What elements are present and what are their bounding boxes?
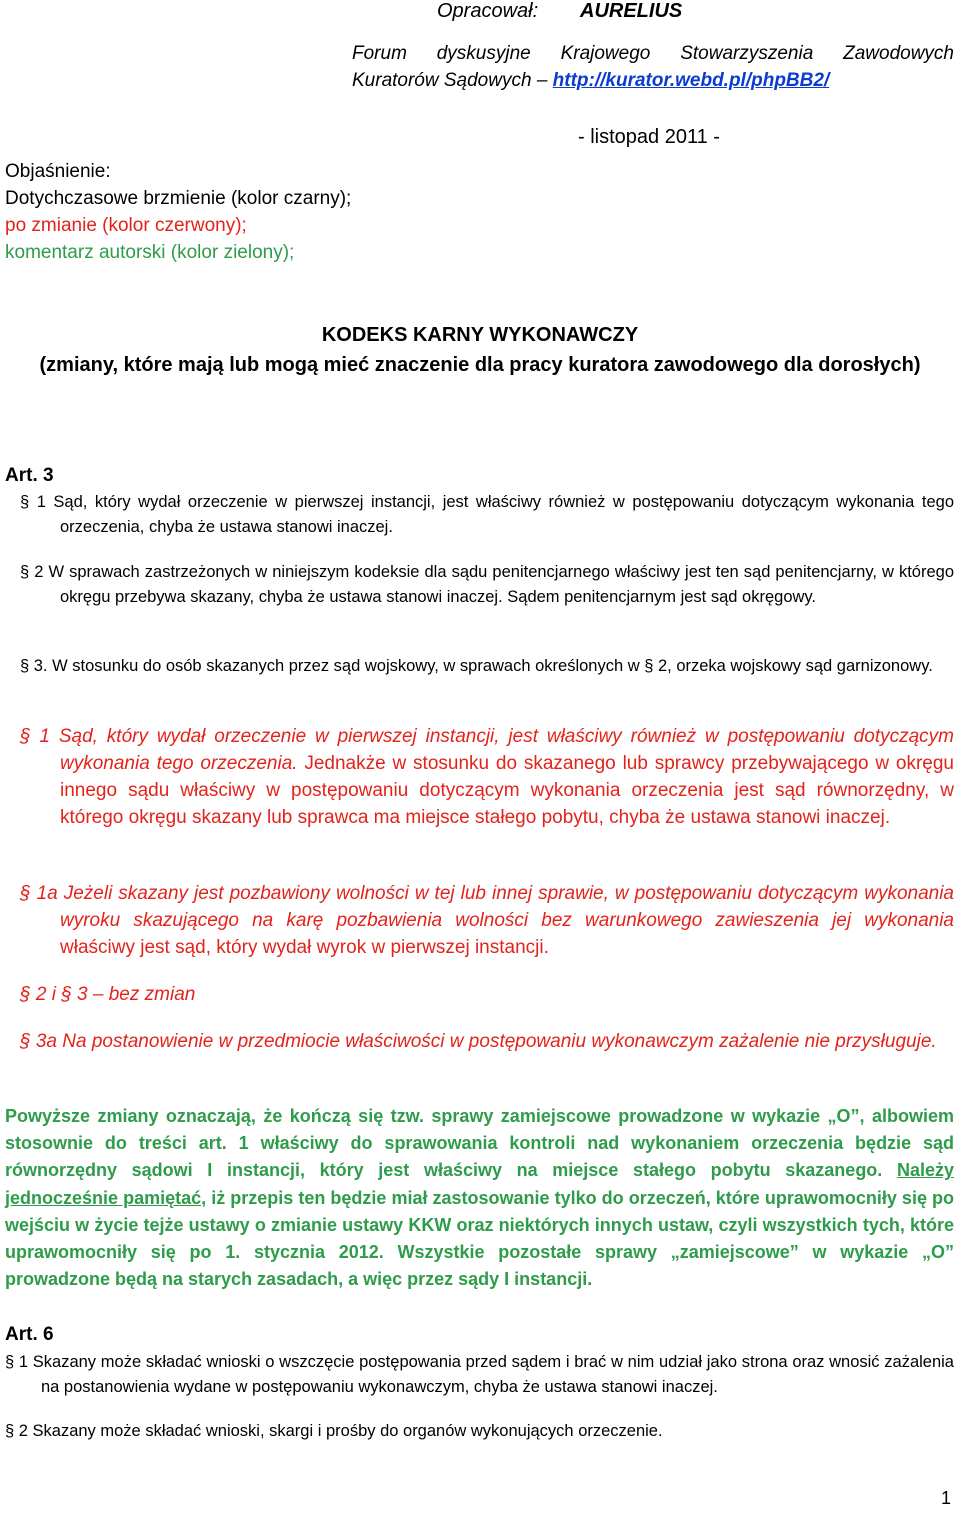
art3-par1: § 1 Sąd, który wydał orzeczenie w pierwszej instancji, jest właściwy również w postępowaniu dotyczącym wykonania tego orzeczenia, chyba że ustawa stanowi inaczej. [20,493,954,536]
forum-info-prefix: Kuratorów Sądowych – [352,70,553,91]
art3-par3: § 3. W stosunku do osób skazanych przez sąd wojskowy, w sprawach określonych w § 2, orzeka wojskowy sąd garnizonowy. [20,657,933,675]
legend-red: po zmianie (kolor czerwony); [5,215,247,236]
author-comment [5,1103,954,1293]
document-title [0,320,960,380]
art3-heading: Art. 3 [5,465,54,486]
art3-new-par3a: § 3a Na postanowienie w przedmiocie właściwości w postępowaniu wykonawczym zażalenie nie przysługuje. [20,1031,937,1052]
art3-new-par1a-b: właściwy jest sąd, który wydał wyrok w pierwszej instancji. [60,937,549,958]
comment-part2: iż przepis ten będzie miał zastosowanie tylko do orzeczeń, które uprawomocniły się po wejściu w życie tejże ustawy o zmianie ustawy KKW oraz niektórych innych ustaw, czyli wszystkich tych, które uprawomocniły się po 1. stycznia 2012. Wszystkie pozostałe sprawy „zamiejscowe” w wykazie „O” prowadzone będą na starych zasadach, a więc przez sądy I instancji. [5,1187,954,1290]
page-number: 1 [941,1488,952,1508]
art3-par2: § 2 W sprawach zastrzeżonych w niniejszym kodeksie dla sądu penitencjarnego właściwy jest ten sąd penitencjarny, w którego okręgu przebywa skazany, chyba że ustawa stanowi inaczej. Sądem penitencjarnym jest sąd okręgowy. [20,563,954,606]
art3-new-par1 [20,723,954,831]
legend [5,158,351,266]
art6-par1: § 1 Skazany może składać wnioski o wszczęcie postępowania przed sądem i brać w nim udział jako strona oraz wnosić zażalenia na postanowienia wydane w postępowaniu wykonawczym, chyba że ustawa stanowi inaczej. [5,1353,954,1396]
art6-heading: Art. 6 [5,1324,54,1345]
forum-link[interactable]: http://kurator.webd.pl/phpBB2/ [552,70,830,91]
title-line2: (zmiany, które mają lub mogą mieć znaczenie dla pracy kuratora zawodowego dla dorosłych) [39,354,921,376]
comment-underlined: Należy jednocześnie pamiętać, [5,1160,954,1208]
title-line1: KODEKS KARNY WYKONAWCZY [321,324,639,346]
art3-new-par1a-a: § 1a Jeżeli skazany jest pozbawiony wolności w tej lub innej sprawie, w postępowaniu dotyczącym wykonania wyroku skazującego na karę pozbawienia wolności bez warunkowego zawieszenia jej wykonania [20,883,954,931]
art3-new-par1-a: § 1 Sąd, który wydał orzeczenie w pierwszej instancji, jest właściwy również w postępowaniu dotyczącym wykonania tego orzeczenia. [20,726,954,774]
art6-par2: § 2 Skazany może składać wnioski, skargi i prośby do organów wykonujących orzeczenie. [5,1422,663,1440]
author-name: AURELIUS [580,0,683,22]
legend-green: komentarz autorski (kolor zielony); [5,242,295,263]
art3-new-par2i3: § 2 i § 3 – bez zmian [20,984,196,1005]
legend-black: Dotychczasowe brzmienie (kolor czarny); [5,188,352,209]
legend-title: Objaśnienie: [5,161,111,182]
art3-new-par1a [20,880,954,961]
art3-new-par1-b: Jednakże w stosunku do skazanego lub sprawcy przebywającego w okręgu innego sądu właściwy w postępowaniu dotyczącym wykonania orzeczenia jest sąd równorzędny, w którego okręgu skazany lub sprawca ma miejsce stałego pobytu, chyba że ustawa stanowi inaczej. [60,753,954,828]
forum-info-line2 [352,67,829,94]
prepared-label: Opracował: [437,0,539,22]
forum-info: Forum dyskusyjne Krajowego Stowarzyszenia Zawodowych [352,43,954,64]
comment-part1: Powyższe zmiany oznaczają, że kończą się tzw. sprawy zamiejscowe prowadzone w wykazie „O”, albowiem stosownie do treści art. 1 właściwy do sprawowania kontroli nad wykonaniem orzeczenia będzie sąd równorzędny sądowi I instancji, który jest właściwy na miejsce stałego pobytu skazanego. [5,1106,954,1181]
date-line: - listopad 2011 - [578,126,720,148]
